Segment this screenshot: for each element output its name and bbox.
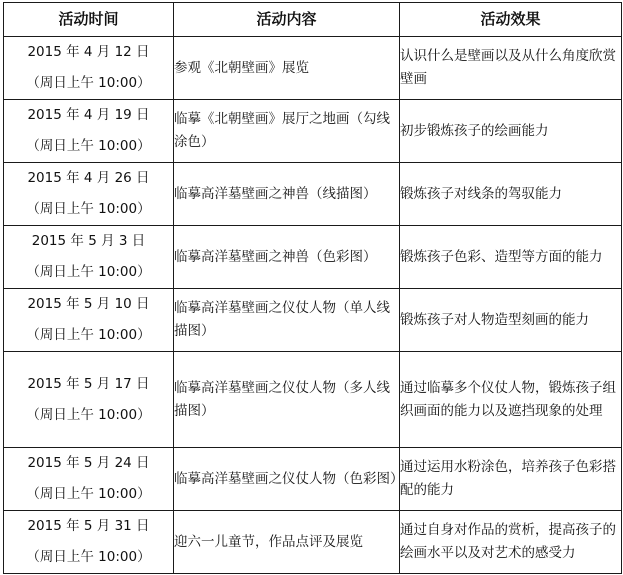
activity-content-cell: 临摹高洋墓壁画之仪仗人物（单人线描图） bbox=[174, 289, 400, 352]
activity-time-cell bbox=[4, 226, 174, 289]
activity-day: （周日上午 10:00） bbox=[26, 138, 151, 154]
activity-day: （周日上午 10:00） bbox=[26, 264, 151, 280]
activity-date: 2015 年 5 月 31 日 bbox=[27, 518, 150, 534]
table-row bbox=[4, 511, 622, 574]
activity-time-cell bbox=[4, 100, 174, 163]
activity-effect-cell: 锻炼孩子对人物造型刻画的能力 bbox=[400, 289, 622, 352]
activity-content-cell: 临摹《北朝壁画》展厅之地画（勾线涂色） bbox=[174, 100, 400, 163]
table-row bbox=[4, 448, 622, 511]
activity-effect-cell: 通过自身对作品的赏析，提高孩子的绘画水平以及对艺术的感受力 bbox=[400, 511, 622, 574]
activity-date: 2015 年 5 月 17 日 bbox=[27, 375, 150, 392]
activity-effect-cell: 认识什么是壁画以及从什么角度欣赏壁画 bbox=[400, 37, 622, 100]
activity-effect-cell: 通过临摹多个仪仗人物，锻炼孩子组织画面的能力以及遮挡现象的处理 bbox=[400, 352, 622, 448]
activity-date: 2015 年 5 月 10 日 bbox=[27, 296, 150, 312]
activity-effect-cell: 初步锻炼孩子的绘画能力 bbox=[400, 100, 622, 163]
activity-day: （周日上午 10:00） bbox=[26, 486, 151, 502]
header-activity-effect: 活动效果 bbox=[400, 3, 622, 37]
table-row bbox=[4, 163, 622, 226]
activity-time-cell bbox=[4, 448, 174, 511]
activity-time-cell bbox=[4, 511, 174, 574]
activity-effect-cell: 锻炼孩子色彩、造型等方面的能力 bbox=[400, 226, 622, 289]
header-row bbox=[4, 3, 622, 37]
activity-date: 2015 年 5 月 24 日 bbox=[27, 455, 150, 471]
activity-date: 2015 年 4 月 26 日 bbox=[27, 170, 150, 186]
activity-effect-cell: 锻炼孩子对线条的驾驭能力 bbox=[400, 163, 622, 226]
activity-content-cell: 临摹高洋墓壁画之仪仗人物（多人线描图） bbox=[174, 352, 400, 448]
activity-time-cell bbox=[4, 289, 174, 352]
activity-date: 2015 年 4 月 19 日 bbox=[27, 107, 150, 123]
activity-content-cell: 临摹高洋墓壁画之仪仗人物（色彩图） bbox=[174, 448, 400, 511]
activity-content-cell: 临摹高洋墓壁画之神兽（线描图） bbox=[174, 163, 400, 226]
activity-time-cell bbox=[4, 352, 174, 448]
activity-effect-cell: 通过运用水粉涂色，培养孩子色彩搭配的能力 bbox=[400, 448, 622, 511]
activity-content-cell: 临摹高洋墓壁画之神兽（色彩图） bbox=[174, 226, 400, 289]
activity-date: 2015 年 5 月 3 日 bbox=[31, 233, 146, 249]
activity-time-cell bbox=[4, 37, 174, 100]
activity-content-cell: 迎六一儿童节，作品点评及展览 bbox=[174, 511, 400, 574]
table-row bbox=[4, 352, 622, 448]
activity-day: （周日上午 10:00） bbox=[26, 327, 151, 343]
activity-day: （周日上午 10:00） bbox=[26, 406, 151, 423]
header-activity-content: 活动内容 bbox=[174, 3, 400, 37]
activity-day: （周日上午 10:00） bbox=[26, 549, 151, 565]
activity-day: （周日上午 10:00） bbox=[26, 201, 151, 217]
header-activity-time: 活动时间 bbox=[4, 3, 174, 37]
table-row bbox=[4, 100, 622, 163]
table-row bbox=[4, 289, 622, 352]
activity-day: （周日上午 10:00） bbox=[26, 75, 151, 91]
table-row bbox=[4, 37, 622, 100]
activity-time-cell bbox=[4, 163, 174, 226]
activity-content-cell: 参观《北朝壁画》展览 bbox=[174, 37, 400, 100]
activity-date: 2015 年 4 月 12 日 bbox=[27, 44, 150, 60]
activity-schedule-table bbox=[3, 2, 622, 574]
table-row bbox=[4, 226, 622, 289]
